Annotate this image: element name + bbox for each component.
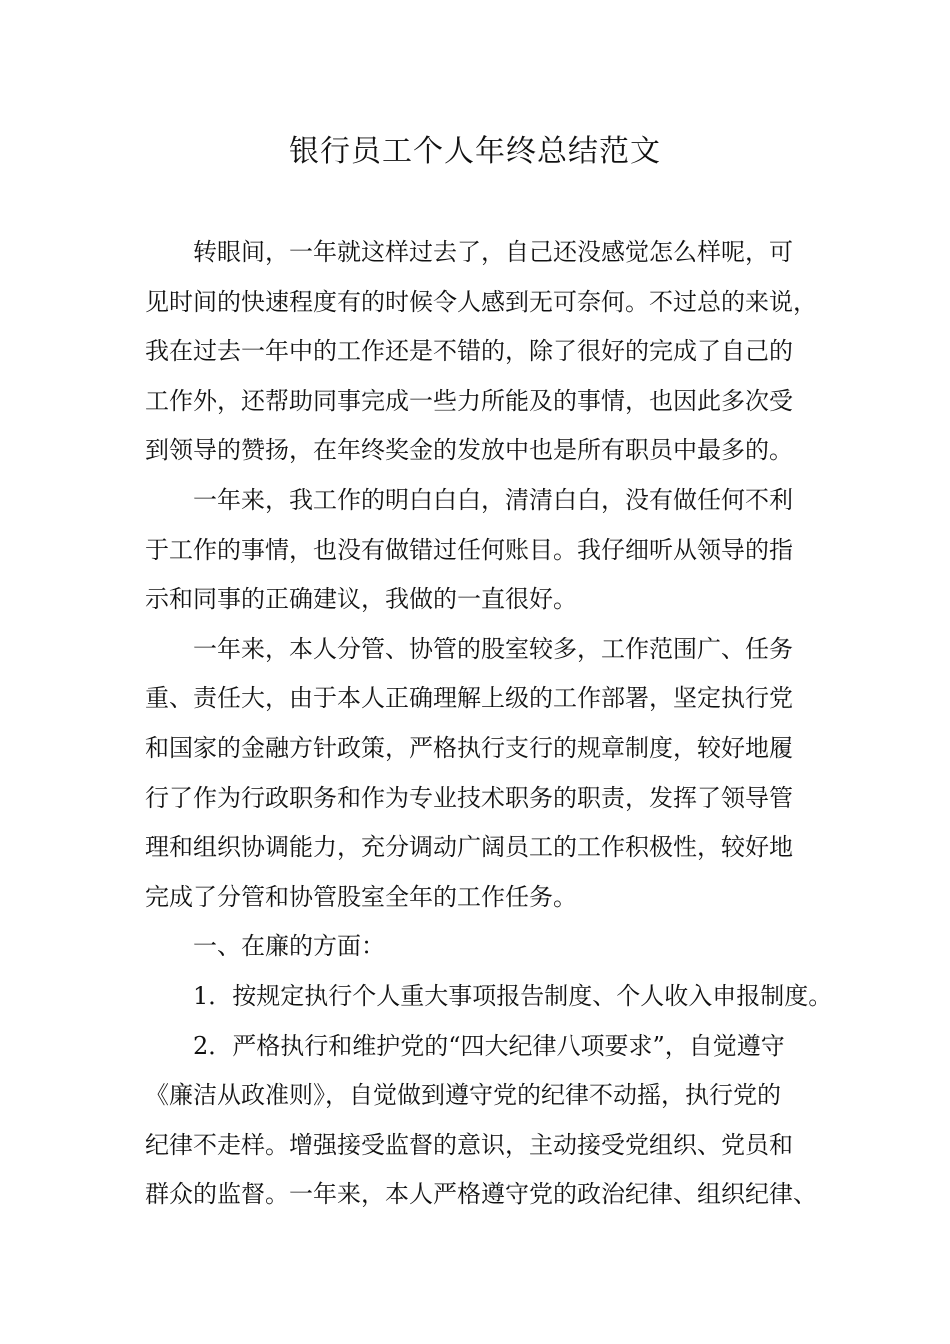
body-line: 一、在廉的方面：: [193, 932, 385, 961]
body-line: 群众的监督。一年来，本人严格遵守党的政治纪律、组织纪律、: [145, 1180, 817, 1209]
document-title: 银行员工个人年终总结范文: [289, 134, 661, 169]
body-line: 到领导的赞扬，在年终奖金的发放中也是所有职员中最多的。: [145, 436, 793, 465]
body-line: 2．严格执行和维护党的“四大纪律八项要求”，自觉遵守: [193, 1031, 785, 1060]
body-line: 理和组织协调能力，充分调动广阔员工的工作积极性，较好地: [145, 833, 793, 862]
body-line: 我在过去一年中的工作还是不错的，除了很好的完成了自己的: [145, 337, 793, 366]
body-line: 《廉洁从政准则》，自觉做到遵守党的纪律不动摇，执行党的: [145, 1081, 781, 1110]
body-line: 示和同事的正确建议，我做的一直很好。: [145, 585, 577, 614]
body-line: 见时间的快速程度有的时候令人感到无可奈何。不过总的来说，: [145, 287, 817, 316]
body-line: 1．按规定执行个人重大事项报告制度、个人收入申报制度。: [193, 981, 833, 1010]
body-line: 重、责任大，由于本人正确理解上级的工作部署，坚定执行党: [145, 684, 793, 713]
body-line: 和国家的金融方针政策，严格执行支行的规章制度，较好地履: [145, 733, 793, 762]
body-line: 工作外，还帮助同事完成一些力所能及的事情，也因此多次受: [145, 386, 793, 415]
body-line: 于工作的事情，也没有做错过任何账目。我仔细听从领导的指: [145, 535, 793, 564]
body-line: 完成了分管和协管股室全年的工作任务。: [145, 882, 577, 911]
body-line: 纪律不走样。增强接受监督的意识，主动接受党组织、党员和: [145, 1130, 793, 1159]
body-line: 一年来，本人分管、协管的股室较多，工作范围广、任务: [193, 634, 793, 663]
body-line: 行了作为行政职务和作为专业技术职务的职责，发挥了领导管: [145, 783, 793, 812]
body-line: 一年来，我工作的明白白白，清清白白，没有做任何不利: [193, 485, 793, 514]
document-body: [145, 228, 833, 1220]
body-line: 转眼间，一年就这样过去了，自己还没感觉怎么样呢，可: [193, 238, 793, 266]
